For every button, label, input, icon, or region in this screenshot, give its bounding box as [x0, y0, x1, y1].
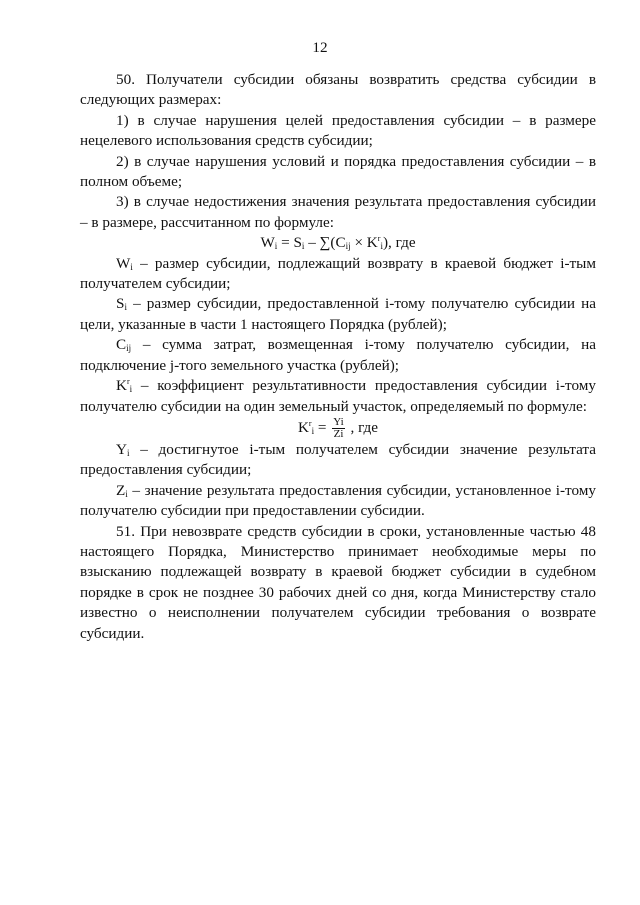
definition-s: $S_i$ – размер субсидии, предоставленной i-тому получателю субсидии на цели, указанные в части 1 настоящего Порядка (рублей); [80, 295, 596, 333]
definition-w: $W_i$ – размер субсидии, подлежащий возврату в краевой бюджет i-тым получателем субсидии; [80, 254, 596, 293]
definition-y: $Y_i$ – достигнутое i-тым получателем субсидии значение результата предоставления субсидии; [80, 440, 596, 479]
paragraph-51: 51. При невозврате средств субсидии в сроки, установленные частью 48 настоящего Порядка, Министерство принимает необходимые меры по взысканию подлежащей возврату в краевой бюджет субсидии в судебном порядке в срок не позднее 30 рабочих дней со дня, когда Министерству стало известно о неисполнении получателем субсидии требования о возврате субсидии. [80, 522, 596, 642]
fraction: $\frac{Yi}{Zi}$ [333, 415, 344, 440]
document-body [80, 70, 596, 644]
definition-z: $Z_i$ – значение результата предоставления субсидии, установленное i-тому получателю субсидии при предоставлении субсидии. [80, 481, 596, 520]
definition-k: $K^r_i$ – коэффициент результативности предоставления субсидии i-тому получателю субсидии на один земельный участок, определяемый по формуле: [80, 377, 596, 415]
paragraph-50-intro: 50. Получатели субсидии обязаны возвратить средства субсидии в следующих размерах: [80, 71, 596, 109]
page-number: 12 [312, 39, 328, 56]
list-item-1: 1) в случае нарушения целей предоставления субсидии – в размере нецелевого использования средств субсидии; [80, 111, 596, 150]
formula-coefficient: $K^r_i$ = $\frac{Yi}{Zi}$ , где [297, 415, 379, 440]
list-item-2: 2) в случае нарушения условий и порядка предоставления субсидии – в полном объеме; [80, 152, 596, 191]
list-item-3: 3) в случае недостижения значения результата предоставления субсидии – в размере, рассчитанном по формуле: [80, 193, 596, 231]
definition-c: $C_{ij}$ – сумма затрат, возмещенная i-тому получателю субсидии, на подключение j-того земельного участка (рублей); [80, 336, 596, 374]
formula-return-amount: $W_i = S_i - \sum(C_{ij} \times K^r_i)$, где [260, 234, 416, 252]
